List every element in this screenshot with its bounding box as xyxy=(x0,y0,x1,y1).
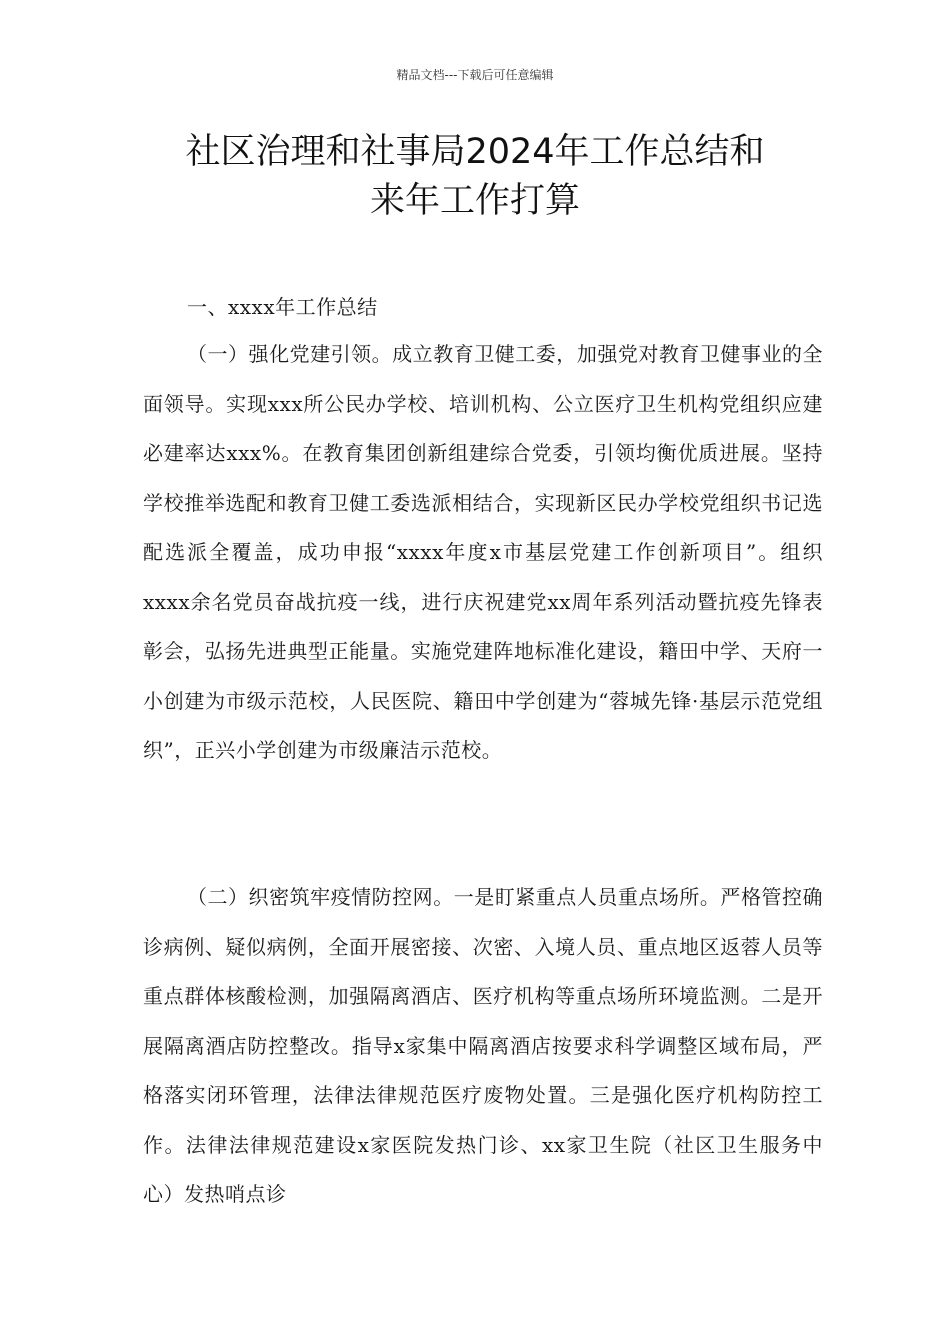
document-title xyxy=(100,128,850,226)
title-line-1: 社区治理和社事局2024年工作总结和 xyxy=(185,132,765,172)
paragraph-epidemic-control: （二）织密筑牢疫情防控网。一是盯紧重点人员重点场所。严格管控确诊病例、疑似病例，全面开展密接、次密、入境人员、重点地区返蓉人员等重点群体核酸检测，加强隔离酒店、医疗机构等重点场所环境监测。二是开展隔离酒店防控整改。指导x家集中隔离酒店按要求科学调整区域布局，严格落实闭环管理，法律法律规范医疗废物处置。三是强化医疗机构防控工作。法律法律规范建设x家医院发热门诊、xx家卫生院（社区卫生服务中心）发热哨点诊 xyxy=(143,885,823,1206)
paragraph-party-building: （一）强化党建引领。成立教育卫健工委，加强党对教育卫健事业的全面领导。实现xxx所公民办学校、培训机构、公立医疗卫生机构党组织应建必建率达xxx%。在教育集团创新组建综合党委，引领均衡优质进展。坚持学校推举选配和教育卫健工委选派相结合，实现新区民办学校党组织书记选配选派全覆盖，成功申报“xxxx年度x市基层党建工作创新项目”。组织xxxx余名党员奋战抗疫一线，进行庆祝建党xx周年系列活动暨抗疫先锋表彰会，弘扬先进典型正能量。实施党建阵地标准化建设，籍田中学、天府一小创建为市级示范校，人民医院、籍田中学创建为“蓉城先锋·基层示范党组织”，正兴小学创建为市级廉洁示范校。 xyxy=(143,342,823,762)
title-line-2: 来年工作打算 xyxy=(369,181,580,221)
header-note: 精品文档---下载后可任意编辑 xyxy=(396,68,554,82)
section-heading: 一、xxxx年工作总结 xyxy=(187,295,378,319)
